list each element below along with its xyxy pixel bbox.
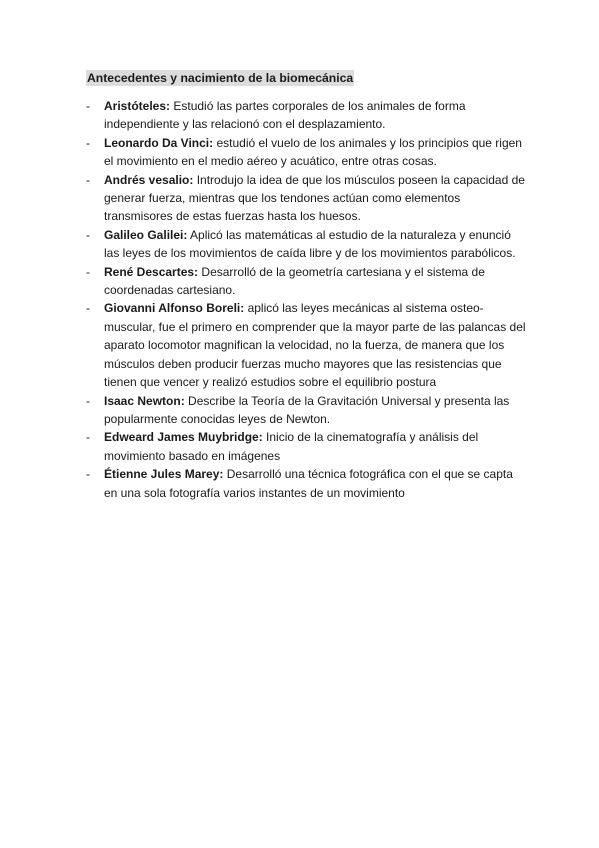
list-item [86,226,526,263]
item-name: Aristóteles: [104,99,171,113]
item-name: Galileo Galilei: [104,227,188,242]
bullet-dash: - [86,135,90,150]
bullet-dash: - [86,264,90,279]
item-name: Leonardo Da Vinci: [104,135,214,150]
list-item [86,134,526,171]
item-name: Étienne Jules Marey: [104,467,224,482]
item-text: Describe la Teoría de la Gravitación Universal y presenta las popularmente conocidas leyes de Newton. [104,393,510,426]
item-text: Desarrolló de la geometría cartesiana y el sistema de coordenadas cartesiano. [104,264,485,298]
list-item [86,299,526,391]
list-item [86,263,526,300]
list-item [86,171,526,226]
list-item [86,97,526,134]
item-text: aplicó las leyes mecánicas al sistema osteo-muscular, fue el primero en comprender que la mayor parte de las palancas del aparato locomotor magnifican la velocidad, no la fuerza, de manera que los músculos deben producir fuerzas mucho mayores que las resistencias que tienen que vencer y realizó estudios sobre el equilibrio postura [104,301,526,390]
list-item [86,428,526,465]
item-text: Estudió las partes corporales de los animales de forma independiente y las relacionó con el desplazamiento. [104,99,466,132]
item-text: estudió el vuelo de los animales y los principios que rigen el movimiento en el medio aéreo y acuático, entre otras cosas. [104,135,522,169]
bullet-dash: - [86,430,90,445]
item-text: Introdujo la idea de que los músculos poseen la capacidad de generar fuerza, mientras que los tendones actúan como elementos transmisores de estas fuerzas hasta los huesos. [104,172,525,224]
bullet-dash: - [86,393,90,408]
item-name: Edweard James Muybridge: [104,430,263,445]
section-heading: Antecedentes y nacimiento de la biomecánica [87,71,354,85]
item-text: Aplicó las matemáticas al estudio de la naturaleza y enunció las leyes de los movimientos de caída libre y de los movimientos parabólicos. [104,227,516,261]
item-text: Desarrolló una técnica fotográfica con el que se capta en una sola fotografía varios instantes de un movimiento [104,467,513,500]
bullet-dash: - [86,99,90,113]
bullet-dash: - [86,172,90,187]
bullet-dash: - [86,301,90,316]
list-item [86,392,526,429]
item-name: Andrés vesalio: [104,172,194,187]
list-item [86,465,526,502]
history-list [86,97,526,502]
item-name: René Descartes: [104,264,199,279]
bullet-dash: - [86,467,90,482]
bullet-dash: - [86,227,90,242]
item-text: Inicio de la cinematografía y análisis del movimiento basado en imágenes [104,430,479,463]
item-name: Giovanni Alfonso Boreli: [104,301,245,316]
item-name: Isaac Newton: [104,393,185,408]
